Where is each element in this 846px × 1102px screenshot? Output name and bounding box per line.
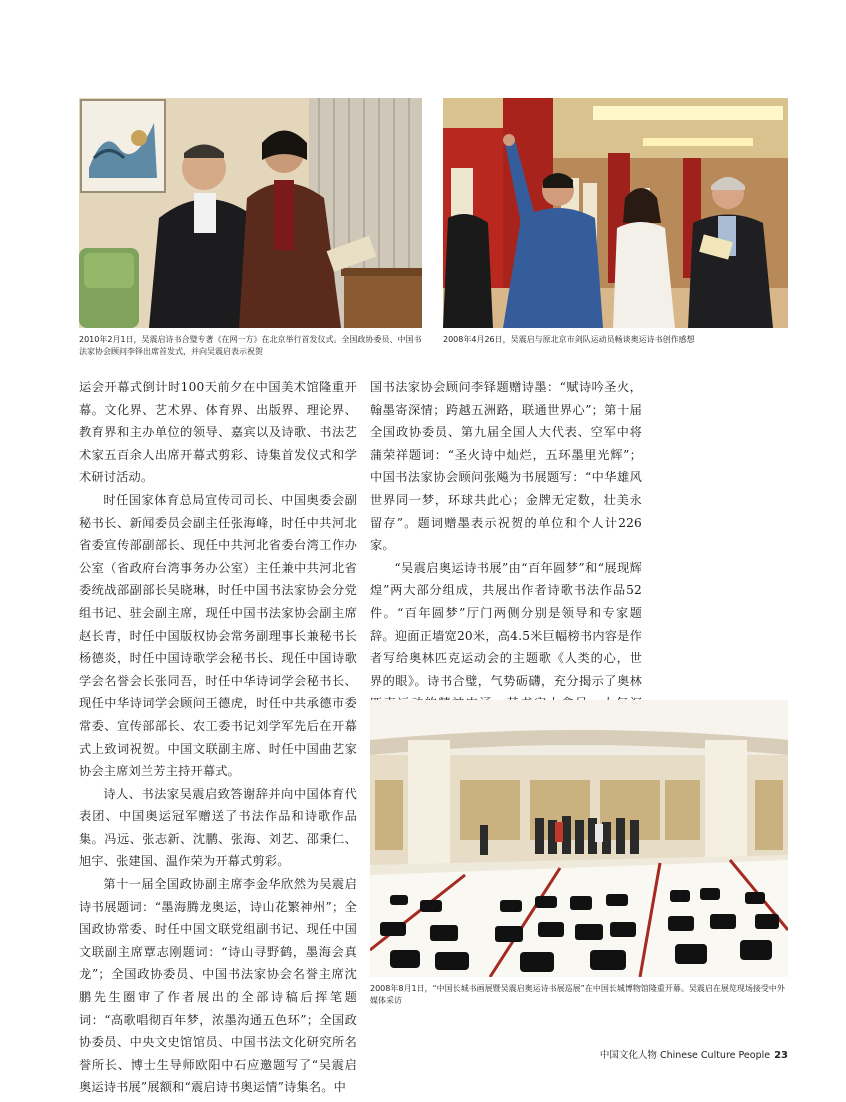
page-footer — [600, 1047, 788, 1061]
photo-caption: 2008年8月1日，“中国长城书画展暨吴震启奥运诗书展巡展”在中国长城博物馆隆重开幕。吴震启在展览现场接受中外媒体采访 — [370, 984, 785, 1005]
photo-book-launch — [79, 98, 422, 328]
paragraph: 时任国家体育总局宣传司司长、中国奥委会副秘书长、新闻委员会副主任张海峰，时任中共河北省委宣传部副部长、现任中共河北省委台湾工作办公室（省政府台湾事务办公室）主任兼中共河北省委统战部副部长吴晓琳，时任中国书法家协会分党组书记、驻会副主席，现任中国书法家协会副主席赵长青，时任中国版权协会常务副理事长兼秘书长杨德炎，时任中国诗歌学会秘书长、现任中国诗歌学会名誉会长张同吾，时任中华诗词学会秘书长、现任中华诗词学会顾问王德虎，时任中共承德市委常委、宣传部部长、农工委书记刘学军先后在开幕式上致词祝贺。中国文联副主席、时任中国曲艺家协会主席刘兰芳主持开幕式。 — [79, 492, 357, 779]
photo-caption: 2008年4月26日，吴震启与原北京市剑队运动员畅谈奥运诗书创作感想 — [443, 335, 695, 344]
photo-museum-calligraphy — [370, 700, 788, 977]
body-text-left-column — [79, 376, 357, 1099]
paragraph: 第十一届全国政协副主席李金华欣然为吴震启诗书展题词：“墨海腾龙奥运，诗山花繁神州”；全国政协常委、时任中国文联党组副书记、现任中国文联副主席覃志刚题词：“诗山寻野鹤，墨海会真龙”；全国政协委员、中国书法家协会名誉主席沈鹏先生圈审了作者展出的全部诗稿后挥笔题词：“高歌唱彻百年梦，浓墨沟通五色环”；全国政协委员、中央文史馆馆员、中国书法文化研究所名誉所长、博士生导师欧阳中石应邀题写了“吴震启奥运诗书展”展额和“震启诗书奥运情”诗集名。中 — [79, 877, 357, 1095]
photo-exhibition-conversation — [443, 98, 788, 328]
paragraph: 国书法家协会顾问李铎题赠诗墨：“赋诗吟圣火，翰墨寄深情；跨越五洲路，联通世界心”；第十届全国政协委员、第九届全国人大代表、空军中将蒲荣祥题词：“圣火诗中灿烂，五环墨里光辉”；中国书法家协会顾问张飚为书展题写：“中华雄风 世界同一梦，环球共此心；金牌无定数，壮美永留存”。题词赠墨表示祝贺的单位和个人计226家。 — [370, 380, 642, 553]
photo-caption: 2010年2月1日，吴震启诗书合璧专著《在网一方》在北京举行首发仪式。全国政协委员、中国书法家协会顾问李铎出席首发式，并向吴震启表示祝贺 — [79, 335, 422, 356]
paragraph: 运会开幕式倒计时100天前夕在中国美术馆隆重开幕。文化界、艺术界、体育界、出版界、理论界、教育界和主办单位的领导、嘉宾以及诗歌、书法艺术家五百余人出席开幕式剪彩、诗集首发仪式和学术研讨活动。 — [79, 380, 357, 485]
magazine-name: 中国文化人物 Chinese Culture People — [599, 1050, 771, 1061]
paragraph: 诗人、书法家吴震启致答谢辞并向中国体育代表团、中国奥运冠军赠送了书法作品和诗歌作品集。冯远、张志新、沈鹏、张海、刘艺、邵秉仁、旭宇、张建国、温作荣为开幕式剪彩。 — [79, 786, 357, 869]
paragraph: “吴震启奥运诗书展”由“百年圆梦”和“展现辉煌”两大部分组成，共展出作者诗歌书法作品52件。“百年圆梦”厅门两侧分别是领导和专家题辞。迎面正墙宽20米，高4.5米巨幅榜书内容是作者写给奥林匹克运动会的主题歌《人类的心，世界的眼》。诗书合璧，气势砺礴，充分揭示了奥林 — [370, 560, 642, 688]
page-number: 23 — [774, 1050, 788, 1061]
